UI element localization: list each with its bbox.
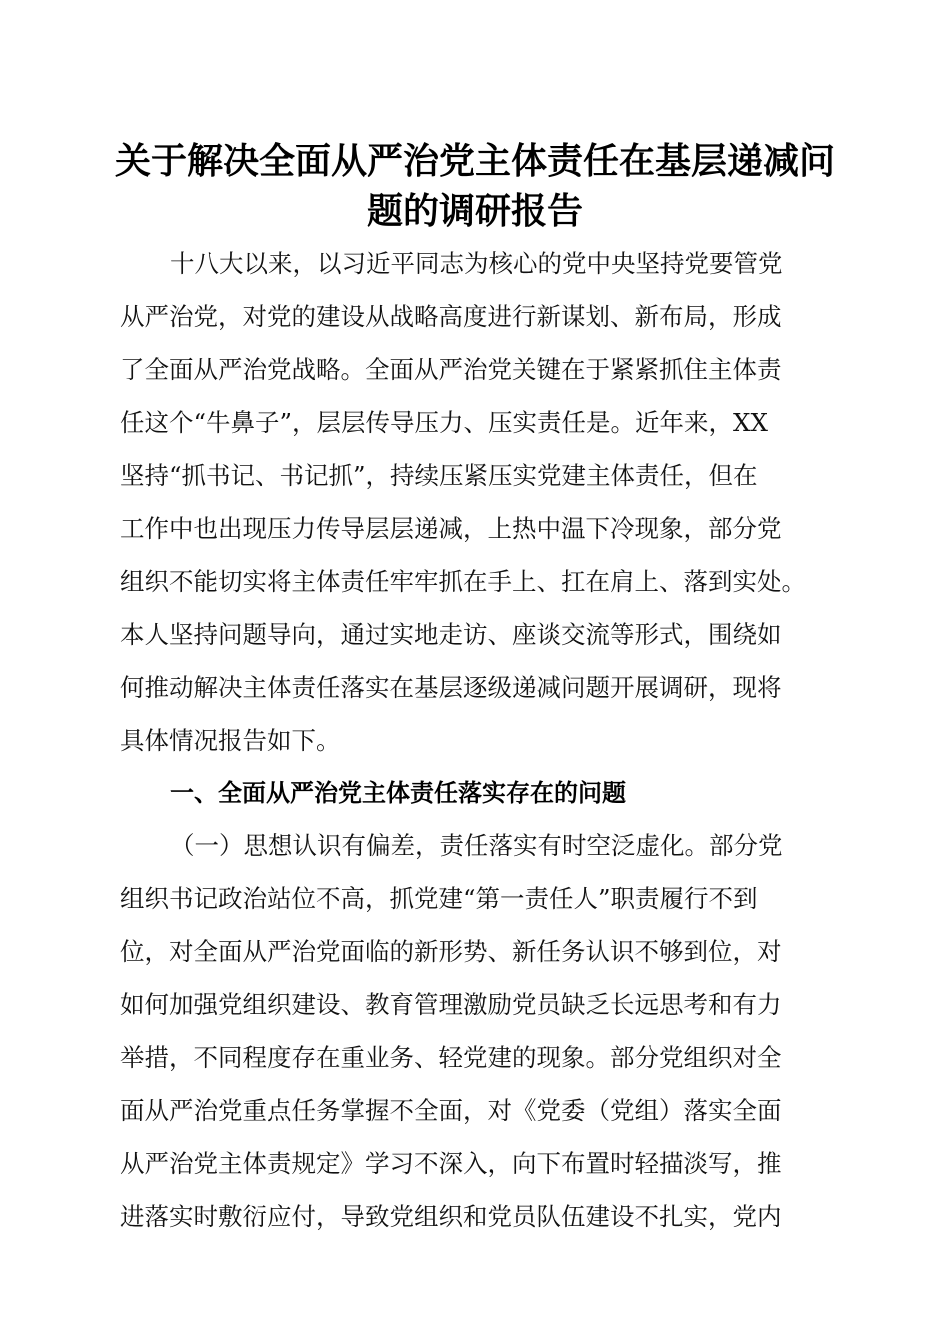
section-line-8: 进落实时敷衍应付，导致党组织和党员队伍建设不扎实，党内 xyxy=(120,1202,782,1231)
section-line-6: 面从严治党重点任务掌握不全面，对《党委（党组）落实全面 xyxy=(120,1096,782,1125)
section-line-5: 举措，不同程度存在重业务、轻党建的现象。部分党组织对全 xyxy=(120,1043,782,1072)
intro-line-3: 了全面从严治党战略。全面从严治党关键在于紧紧抓住主体责 xyxy=(120,355,782,384)
section-heading: 一、全面从严治党主体责任落实存在的问题 xyxy=(170,779,626,807)
intro-line-1: 十八大以来，以习近平同志为核心的党中央坚持党要管党 xyxy=(170,249,783,278)
intro-line-6: 工作中也出现压力传导层层递减，上热中温下冷现象，部分党 xyxy=(120,514,782,543)
intro-line-5: 坚持“抓书记、书记抓”，持续压紧压实党建主体责任，但在 xyxy=(120,461,758,490)
section-line-1: （一）思想认识有偏差，责任落实有时空泛虚化。部分党 xyxy=(170,831,783,860)
section-line-3: 位，对全面从严治党面临的新形势、新任务认识不够到位，对 xyxy=(120,937,782,966)
intro-line-10: 具体情况报告如下。 xyxy=(120,726,341,755)
section-line-2: 组织书记政治站位不高，抓党建“第一责任人”职责履行不到 xyxy=(120,884,758,913)
document-title-line-2: 题的调研报告 xyxy=(366,190,583,232)
section-line-7: 从严治党主体责规定》学习不深入，向下布置时轻描淡写，推 xyxy=(120,1149,782,1178)
intro-line-4: 任这个“牛鼻子”，层层传导压力、压实责任是。近年来，XX xyxy=(120,408,768,437)
intro-line-2: 从严治党，对党的建设从战略高度进行新谋划、新布局，形成 xyxy=(120,302,782,331)
intro-line-8: 本人坚持问题导向，通过实地走访、座谈交流等形式，围绕如 xyxy=(120,620,782,649)
section-line-4: 如何加强党组织建设、教育管理激励党员缺乏长远思考和有力 xyxy=(120,990,782,1019)
intro-line-9: 何推动解决主体责任落实在基层逐级递减问题开展调研，现将 xyxy=(120,673,782,702)
document-title-line-1: 关于解决全面从严治党主体责任在基层递减问 xyxy=(114,140,835,182)
intro-line-7: 组织不能切实将主体责任牢牢抓在手上、扛在肩上、落到实处。 xyxy=(120,567,806,596)
